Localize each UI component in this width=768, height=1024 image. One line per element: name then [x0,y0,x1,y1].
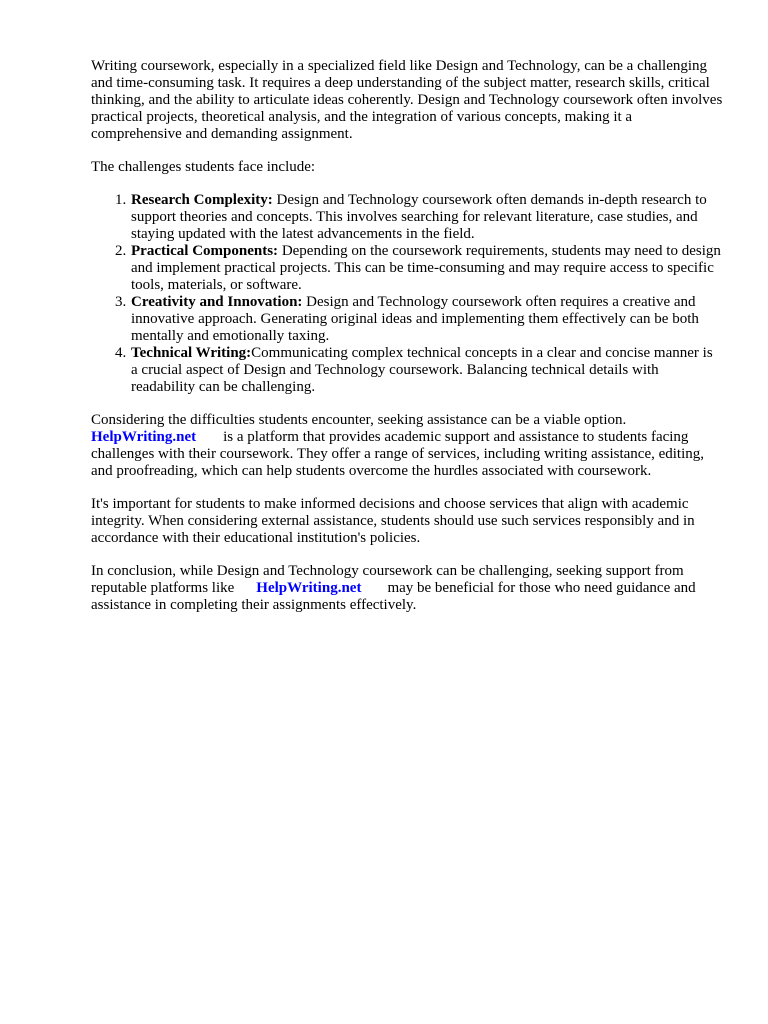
integrity-paragraph: It's important for students to make informed decisions and choose services that align with academic integrity. When considering external assistance, students should use such services responsibly and in accordance with their educational institution's policies. [91,496,695,546]
challenge-term: Creativity and Innovation: [131,294,303,310]
conclusion-paragraph [91,563,723,614]
list-item [130,192,723,243]
challenge-term: Technical Writing: [131,345,252,361]
challenge-text: Design and Technology coursework often demands in-depth research to support theories and concepts. This involves searching for relevant literature, case studies, and staying updated with the latest advancements in the field. [131,192,707,242]
intro-paragraph: Writing coursework, especially in a specialized field like Design and Technology, can be a challenging and time-consuming task. It requires a deep understanding of the subject matter, research skills, critical thinking, and the ability to articulate ideas coherently. Design and Technology coursework often involves practical projects, theoretical analysis, and the integration of various concepts, making it a comprehensive and demanding assignment. [91,58,723,142]
assistance-paragraph [91,412,723,480]
helpwriting-link[interactable]: HelpWriting.net [256,580,362,596]
assistance-text-after: is a platform that provides academic support and assistance to students facing challenges with their coursework. They offer a range of services, including writing assistance, editing, and proofreading, which can help students overcome the hurdles associated with coursework. [91,429,705,479]
helpwriting-link[interactable]: HelpWriting.net [91,429,197,445]
challenge-text: Depending on the coursework requirements, students may need to design and implement practical projects. This can be time-consuming and may require access to specific tools, materials, or software. [131,243,721,293]
document-page [91,58,723,630]
challenge-text: Communicating complex technical concepts in a clear and concise manner is a crucial aspect of Design and Technology coursework. Balancing technical details with readability can be challenging. [131,345,713,395]
list-item [130,294,723,345]
list-item [130,345,723,396]
challenges-heading: The challenges students face include: [91,159,316,175]
challenge-term: Practical Components: [131,243,279,259]
conclusion-text-before: In conclusion, while Design and Technology coursework can be challenging, seeking support from reputable platforms like [91,563,684,596]
conclusion-text-after: may be beneficial for those who need guidance and assistance in completing their assignments effectively. [91,580,696,613]
list-item [130,243,723,294]
challenge-text: Design and Technology coursework often requires a creative and innovative approach. Generating original ideas and implementing them effectively can be both mentally and emotionally taxing. [131,294,699,344]
assistance-text-before: Considering the difficulties students encounter, seeking assistance can be a viable option. [91,412,627,428]
challenge-term: Research Complexity: [131,192,273,208]
challenges-list [91,192,723,396]
